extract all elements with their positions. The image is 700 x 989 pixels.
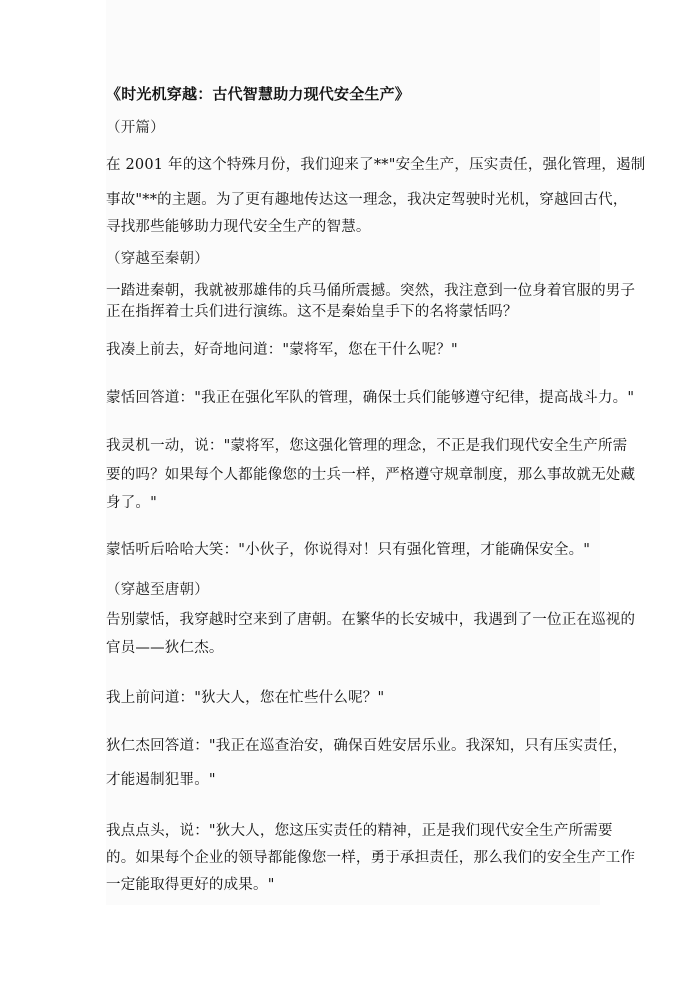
paragraph-line: 事故"**的主题。为了更有趣地传达这一理念，我决定驾驶时光机，穿越回古代，	[106, 192, 628, 208]
paragraph-line: 一踏进秦朝，我就被那雄伟的兵马俑所震撼。突然，我注意到一位身着官服的男子	[106, 283, 636, 299]
paragraph-line: 狄仁杰回答道："我正在巡查治安，确保百姓安居乐业。我深知，只有压实责任，	[106, 738, 628, 754]
paragraph-line: 在 2001 年的这个特殊月份，我们迎来了**"安全生产，压实责任，强化管理，遏制	[106, 157, 646, 173]
paragraph-line: 的。如果每个企业的领导都能像您一样，勇于承担责任，那么我们的安全生产工作	[106, 850, 636, 866]
paragraph-line: 身了。"	[106, 495, 157, 511]
section-heading-tang: （穿越至唐朝）	[106, 582, 209, 598]
paragraph-line: 官员——狄仁杰。	[106, 640, 224, 656]
paragraph-line: 蒙恬回答道："我正在强化军队的管理，确保士兵们能够遵守纪律，提高战斗力。"	[106, 390, 635, 406]
paragraph-line: 我凑上前去，好奇地问道："蒙将军，您在干什么呢？"	[106, 342, 458, 358]
paragraph-line: 告别蒙恬，我穿越时空来到了唐朝。在繁华的长安城中，我遇到了一位正在巡视的	[106, 612, 636, 628]
paragraph-line: 要的吗？如果每个人都能像您的士兵一样，严格遵守规章制度，那么事故就无处藏	[106, 467, 636, 483]
section-heading-qin: （穿越至秦朝）	[106, 251, 209, 267]
paragraph-line: 正在指挥着士兵们进行演练。这不是秦始皇手下的名将蒙恬吗？	[106, 304, 518, 320]
document-title: 《时光机穿越：古代智慧助力现代安全生产》	[106, 85, 411, 103]
paragraph-line: 我点点头，说："狄大人，您这压实责任的精神，正是我们现代安全生产所需要	[106, 823, 613, 839]
paragraph-line: 我上前问道："狄大人，您在忙些什么呢？"	[106, 690, 385, 706]
paragraph-line: 蒙恬听后哈哈大笑："小伙子，你说得对！只有强化管理，才能确保安全。"	[106, 542, 591, 558]
section-heading-opening: （开篇）	[106, 120, 165, 136]
paragraph-line: 寻找那些能够助力现代安全生产的智慧。	[106, 219, 371, 235]
paragraph-line: 一定能取得更好的成果。"	[106, 877, 275, 893]
paragraph-line: 才能遏制犯罪。"	[106, 772, 216, 788]
paragraph-line: 我灵机一动，说："蒙将军，您这强化管理的理念，不正是我们现代安全生产所需	[106, 438, 628, 454]
